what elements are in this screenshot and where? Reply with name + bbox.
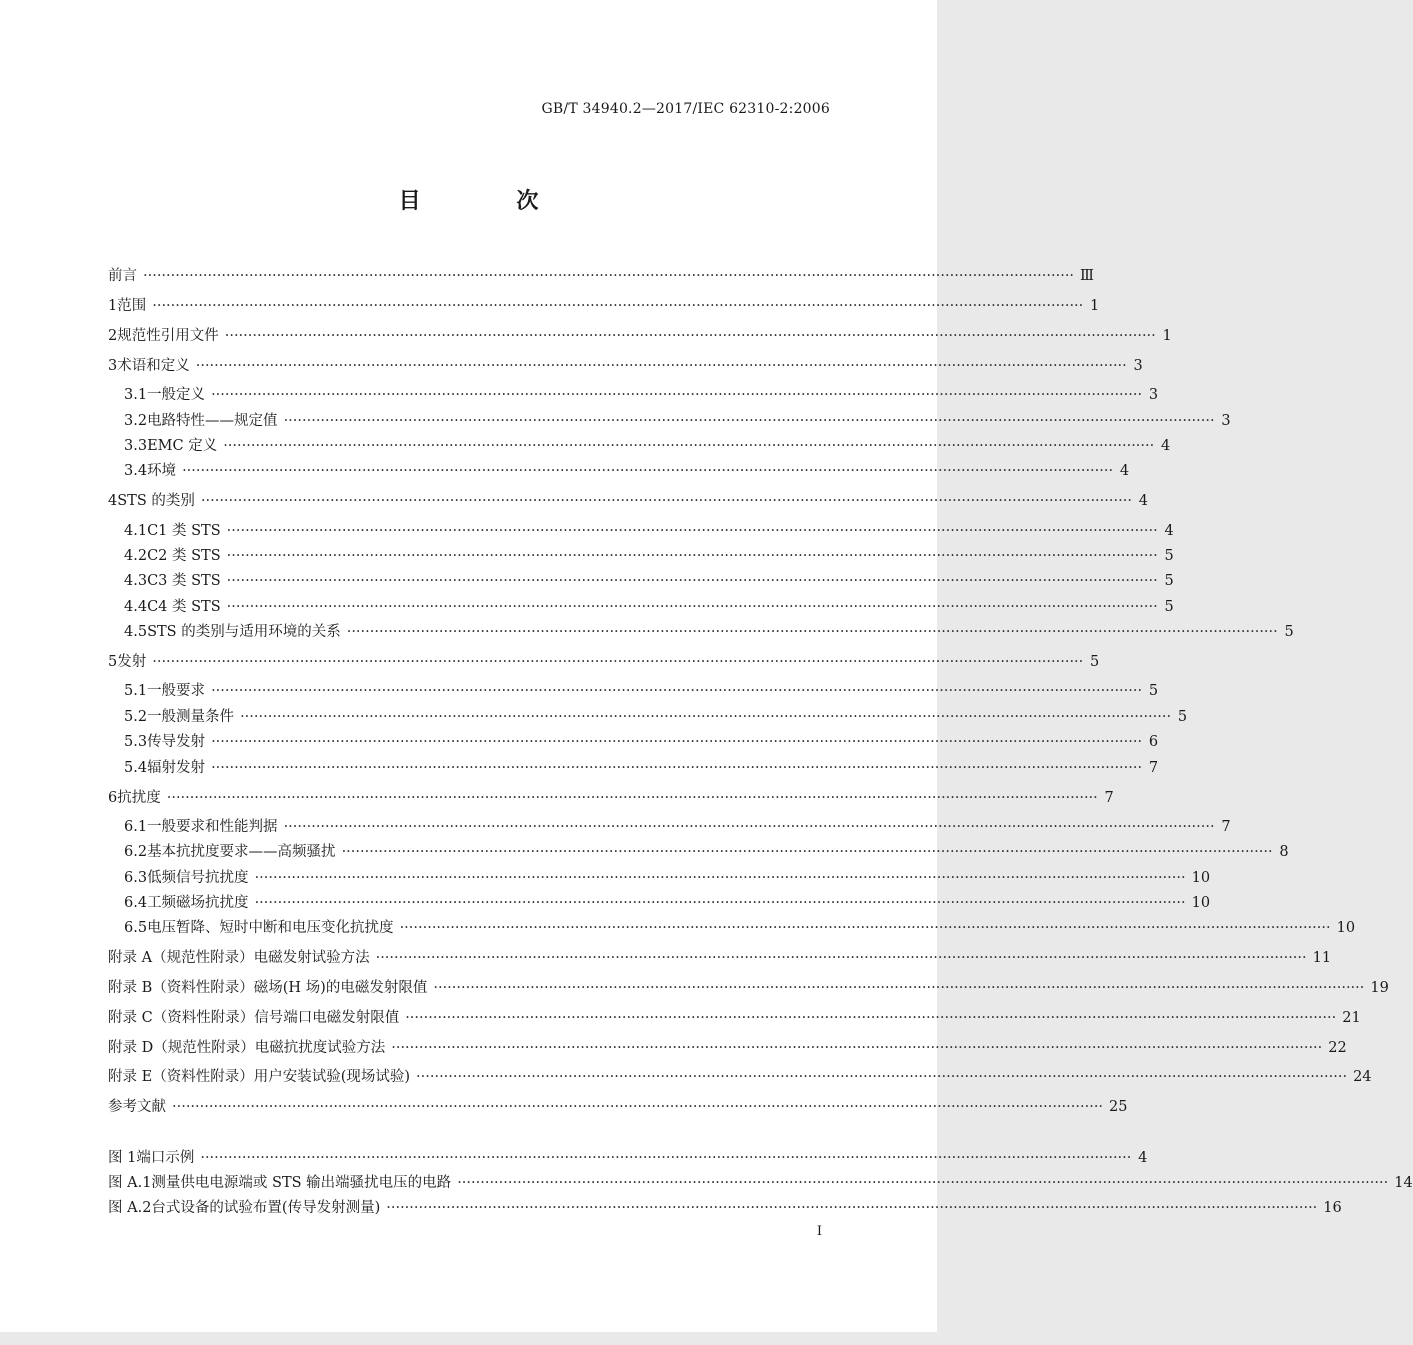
toc-entry[interactable] xyxy=(124,893,1211,913)
toc-entry[interactable] xyxy=(108,326,1172,346)
toc-entry-page: 6 xyxy=(1148,734,1159,750)
toc-entry-label: 一般要求和性能判据 xyxy=(147,819,278,835)
toc-entry-page: 7 xyxy=(1148,760,1159,776)
toc-entry[interactable] xyxy=(108,978,1389,998)
toc-entry-label: 前言 xyxy=(108,268,137,284)
toc-entry[interactable] xyxy=(108,1198,1342,1218)
toc-entry-number: 3.2 xyxy=(124,413,148,429)
toc-entry-page: 24 xyxy=(1353,1069,1372,1085)
toc-entry-label: C4 类 STS xyxy=(147,599,221,615)
toc-entry[interactable] xyxy=(124,411,1231,431)
toc-entry[interactable] xyxy=(108,1148,1148,1168)
toc-entry[interactable] xyxy=(124,521,1174,541)
toc-entry[interactable] xyxy=(124,385,1159,405)
toc-entry[interactable] xyxy=(124,436,1171,456)
toc-leader-dots: ·········································································································································································································· xyxy=(433,980,1365,996)
toc-entry[interactable] xyxy=(108,1097,1128,1117)
toc-entry-number: 附录 E（资料性附录） xyxy=(108,1069,254,1085)
toc-entry-page: 21 xyxy=(1342,1010,1361,1026)
toc-entry-page: 10 xyxy=(1191,870,1211,886)
toc-leader-dots: ·········································································································································································································· xyxy=(200,1150,1132,1166)
toc-entry[interactable] xyxy=(108,948,1332,968)
toc-entry-label: 一般要求 xyxy=(147,683,206,699)
toc-leader-dots: ·········································································································································································································· xyxy=(195,358,1127,374)
toc-entry-label: STS 的类别与适用环境的关系 xyxy=(147,624,341,640)
toc-entry-page: 5 xyxy=(1148,683,1159,699)
toc-leader-dots: ·········································································································································································································· xyxy=(152,298,1084,314)
toc-entry[interactable] xyxy=(108,1173,1413,1193)
toc-leader-dots: ·········································································································································································································· xyxy=(254,895,1186,911)
toc-entry-label: STS 的类别 xyxy=(117,493,195,509)
toc-entry-number: 附录 D（规范性附录） xyxy=(108,1040,255,1056)
toc-leader-dots: ·········································································································································································································· xyxy=(200,493,1132,509)
toc-entry-label: 用户安装试验(现场试验) xyxy=(253,1069,411,1085)
toc-entry-label: 规范性引用文件 xyxy=(117,328,219,344)
toc-leader-dots: ·········································································································································································································· xyxy=(283,819,1215,835)
toc-leader-dots: ·········································································································································································································· xyxy=(152,654,1084,670)
standard-code-header: GB/T 34940.2—2017/IEC 62310-2:2006 xyxy=(541,101,830,117)
toc-entry-number: 附录 A（规范性附录） xyxy=(108,950,254,966)
toc-entry-label: 端口示例 xyxy=(136,1150,195,1166)
toc-entry-page: 4 xyxy=(1138,493,1148,509)
toc-entry[interactable] xyxy=(108,652,1100,672)
toc-entry-number: 5.3 xyxy=(124,734,148,750)
toc-leader-dots: ·········································································································································································································· xyxy=(211,734,1143,750)
toc-entry-number: 3.4 xyxy=(124,463,148,479)
toc-entry-label: 电路特性——规定值 xyxy=(147,413,278,429)
toc-leader-dots: ·········································································································································································································· xyxy=(172,1099,1104,1115)
toc-entry-page: 4 xyxy=(1119,463,1130,479)
toc-entry-page: 25 xyxy=(1109,1099,1128,1115)
toc-entry[interactable] xyxy=(124,597,1174,617)
toc-entry[interactable] xyxy=(108,296,1100,316)
toc-entry-label: 发射 xyxy=(117,654,147,670)
toc-entry-page: 5 xyxy=(1090,654,1100,670)
toc-entry-page: 10 xyxy=(1191,895,1211,911)
toc-leader-dots: ·········································································································································································································· xyxy=(211,760,1143,776)
toc-entry-number: 图 1 xyxy=(108,1150,137,1166)
toc-entry-page: 4 xyxy=(1164,523,1174,539)
toc-entry-page: 11 xyxy=(1312,950,1332,966)
toc-entry-label: 信号端口电磁发射限值 xyxy=(254,1010,400,1026)
toc-entry-number: 图 A.2 xyxy=(108,1200,152,1216)
toc-entry[interactable] xyxy=(108,491,1148,511)
toc-entry-label: 电压暂降、短时中断和电压变化抗扰度 xyxy=(147,920,394,936)
toc-entry[interactable] xyxy=(124,546,1174,566)
toc-entry-page: Ⅲ xyxy=(1080,268,1095,284)
toc-entry[interactable] xyxy=(124,817,1231,837)
toc-entry-number: 5 xyxy=(108,654,118,670)
toc-entry-number: 6 xyxy=(108,790,118,806)
toc-entry-label: 工频磁场抗扰度 xyxy=(147,895,249,911)
toc-entry-label: 术语和定义 xyxy=(117,358,190,374)
toc-entry-number: 附录 C（资料性附录） xyxy=(108,1010,255,1026)
toc-leader-dots: ·········································································································································································································· xyxy=(211,683,1143,699)
toc-leader-dots: ·········································································································································································································· xyxy=(399,920,1331,936)
toc-entry-label: 辐射发射 xyxy=(147,760,206,776)
toc-entry-page: 22 xyxy=(1328,1040,1347,1056)
toc-entry-label: 基本抗扰度要求——高频骚扰 xyxy=(147,844,336,860)
toc-entry-page: 3 xyxy=(1148,387,1159,403)
page-title: 目 次 xyxy=(398,188,583,214)
toc-leader-dots: ·········································································································································································································· xyxy=(182,463,1114,479)
toc-leader-dots: ·········································································································································································································· xyxy=(416,1069,1348,1085)
toc-entry-label: 低频信号抗扰度 xyxy=(147,870,249,886)
toc-entry[interactable] xyxy=(124,707,1188,727)
toc-entry-page: 4 xyxy=(1161,438,1171,454)
toc-entry-number: 6.2 xyxy=(124,844,148,860)
toc-leader-dots: ·········································································································································································································· xyxy=(457,1175,1389,1191)
toc-entry-number: 图 A.1 xyxy=(108,1175,152,1191)
toc-entry-number: 4.1 xyxy=(124,523,148,539)
toc-leader-dots: ·········································································································································································································· xyxy=(386,1200,1318,1216)
toc-entry-page: 1 xyxy=(1162,328,1172,344)
toc-entry-label: 范围 xyxy=(117,298,147,314)
toc-entry-page: 4 xyxy=(1138,1150,1148,1166)
toc-entry-page: 3 xyxy=(1133,358,1143,374)
toc-entry-number: 3.3 xyxy=(124,438,148,454)
toc-leader-dots: ·········································································································································································································· xyxy=(240,709,1172,725)
toc-entry-page: 7 xyxy=(1221,819,1231,835)
toc-entry-label: 传导发射 xyxy=(147,734,206,750)
toc-entry[interactable] xyxy=(124,732,1159,752)
toc-leader-dots: ·········································································································································································································· xyxy=(211,387,1143,403)
toc-entry-label: 电磁发射试验方法 xyxy=(253,950,370,966)
toc-leader-dots: ·········································································································································································································· xyxy=(391,1040,1323,1056)
toc-entry-page: 7 xyxy=(1104,790,1114,806)
toc-entry-label: 一般测量条件 xyxy=(147,709,235,725)
toc-entry[interactable] xyxy=(108,356,1143,376)
toc-leader-dots: ·········································································································································································································· xyxy=(341,844,1273,860)
toc-entry-page: 5 xyxy=(1164,573,1174,589)
toc-entry-label: 台式设备的试验布置(传导发射测量) xyxy=(151,1200,381,1216)
toc-entry-number: 4 xyxy=(108,493,118,509)
toc-entry-label: 环境 xyxy=(147,463,177,479)
toc-entry-number: 6.4 xyxy=(124,895,148,911)
toc-entry-number: 4.2 xyxy=(124,548,148,564)
toc-entry[interactable] xyxy=(124,681,1159,701)
toc-leader-dots: ·········································································································································································································· xyxy=(226,573,1158,589)
toc-entry-number: 6.1 xyxy=(124,819,148,835)
toc-entry-number: 附录 B（资料性附录） xyxy=(108,980,254,996)
toc-entry[interactable] xyxy=(108,1067,1372,1087)
toc-entry[interactable] xyxy=(124,868,1211,888)
toc-entry-label: C2 类 STS xyxy=(147,548,221,564)
toc-entry[interactable] xyxy=(124,918,1356,938)
toc-entry[interactable] xyxy=(124,758,1159,778)
toc-entry-number: 2 xyxy=(108,328,118,344)
toc-entry-page: 5 xyxy=(1164,548,1174,564)
toc-entry-label: 一般定义 xyxy=(147,387,206,403)
toc-entry-number: 3.1 xyxy=(124,387,148,403)
toc-entry-label: 抗扰度 xyxy=(117,790,161,806)
toc-leader-dots: ·········································································································································································································· xyxy=(226,548,1158,564)
toc-entry-label: 磁场(H 场)的电磁发射限值 xyxy=(253,980,428,996)
toc-leader-dots: ·········································································································································································································· xyxy=(224,328,1156,344)
toc-entry-number: 4.5 xyxy=(124,624,148,640)
toc-entry-label: C1 类 STS xyxy=(147,523,221,539)
toc-entry[interactable] xyxy=(124,571,1174,591)
toc-entry-label: 测量供电电源端或 STS 输出端骚扰电压的电路 xyxy=(151,1175,452,1191)
toc-entry-number: 3 xyxy=(108,358,118,374)
toc-entry-number: 4.3 xyxy=(124,573,148,589)
toc-entry-page: 16 xyxy=(1323,1200,1342,1216)
toc-leader-dots: ·········································································································································································································· xyxy=(166,790,1098,806)
toc-entry-number: 6.3 xyxy=(124,870,148,886)
toc-leader-dots: ·········································································································································································································· xyxy=(346,624,1278,640)
toc-entry-page: 10 xyxy=(1336,920,1356,936)
toc-entry[interactable] xyxy=(124,842,1289,862)
toc-entry-number: 5.2 xyxy=(124,709,148,725)
toc-entry-page: 5 xyxy=(1284,624,1294,640)
toc-entry-label: 参考文献 xyxy=(108,1099,166,1115)
toc-entry[interactable] xyxy=(124,622,1294,642)
toc-entry-page: 14 xyxy=(1394,1175,1413,1191)
toc-entry[interactable] xyxy=(108,266,1095,286)
toc-entry-page: 5 xyxy=(1177,709,1188,725)
toc-entry[interactable] xyxy=(108,788,1114,808)
toc-entry[interactable] xyxy=(108,1008,1361,1028)
toc-leader-dots: ·········································································································································································································· xyxy=(223,438,1155,454)
toc-entry-number: 4.4 xyxy=(124,599,148,615)
toc-entry-page: 3 xyxy=(1221,413,1231,429)
toc-leader-dots: ·········································································································································································································· xyxy=(226,599,1158,615)
toc-entry-page: 5 xyxy=(1164,599,1174,615)
toc-entry-number: 1 xyxy=(108,298,118,314)
toc-leader-dots: ·········································································································································································································· xyxy=(143,268,1075,284)
toc-entry[interactable] xyxy=(108,1038,1347,1058)
toc-entry[interactable] xyxy=(124,461,1130,481)
toc-entry-number: 6.5 xyxy=(124,920,148,936)
toc-leader-dots: ·········································································································································································································· xyxy=(283,413,1215,429)
toc-entry-page: 19 xyxy=(1370,980,1389,996)
toc-entry-page: 1 xyxy=(1090,298,1100,314)
toc-entry-label: EMC 定义 xyxy=(147,438,218,454)
toc-entry-number: 5.1 xyxy=(124,683,148,699)
toc-leader-dots: ·········································································································································································································· xyxy=(375,950,1307,966)
toc-leader-dots: ·········································································································································································································· xyxy=(226,523,1158,539)
toc-entry-number: 5.4 xyxy=(124,760,148,776)
toc-entry-label: 电磁抗扰度试验方法 xyxy=(254,1040,386,1056)
toc-leader-dots: ·········································································································································································································· xyxy=(405,1010,1337,1026)
toc-entry-label: C3 类 STS xyxy=(147,573,221,589)
toc-entry-page: 8 xyxy=(1279,844,1289,860)
page-number: Ⅰ xyxy=(816,1224,822,1239)
toc-leader-dots: ·········································································································································································································· xyxy=(254,870,1186,886)
